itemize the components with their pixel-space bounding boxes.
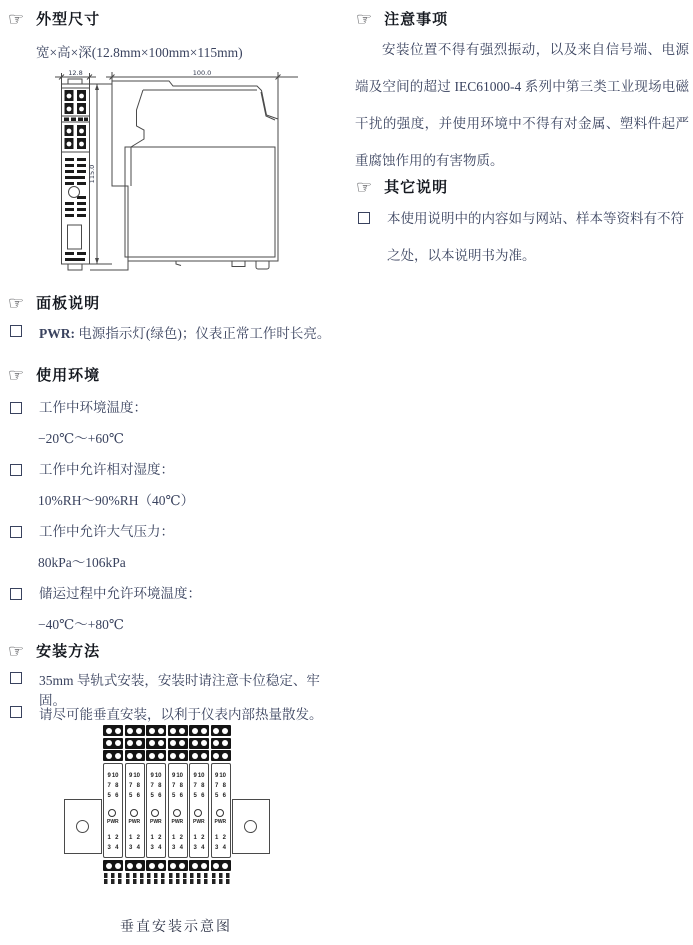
pointing-hand-icon: ☞ bbox=[356, 176, 374, 197]
heading-label: 安装方法 bbox=[36, 643, 101, 660]
isolator-module bbox=[125, 725, 145, 884]
terminal-numbers: 9 10 bbox=[215, 773, 226, 779]
terminal-block bbox=[125, 738, 145, 749]
terminal-numbers: 7 8 bbox=[150, 783, 162, 789]
heading-label: 面板说明 bbox=[36, 295, 101, 312]
checkbox-bullet-icon bbox=[10, 402, 22, 414]
led-hole bbox=[69, 187, 80, 198]
isolator-module bbox=[168, 725, 188, 884]
terminal-slots bbox=[169, 873, 187, 878]
terminal-block bbox=[125, 750, 145, 761]
module-face bbox=[211, 763, 231, 858]
pwr-led-label: PWR bbox=[128, 819, 141, 825]
heading-label: 外型尺寸 bbox=[36, 11, 101, 28]
pwr-led-label: PWR bbox=[107, 819, 119, 825]
terminal-numbers: 1 2 bbox=[193, 835, 205, 841]
terminal-block bbox=[189, 738, 209, 749]
terminal-numbers: 5 6 bbox=[172, 793, 183, 799]
installation-text: 请尽可能垂直安装，以利于仪表内部热量散发。 bbox=[39, 707, 323, 722]
terminal-numbers: 1 2 bbox=[172, 835, 183, 841]
terminal-numbers: 7 8 bbox=[107, 783, 119, 789]
terminal-block bbox=[211, 860, 231, 871]
terminal-block bbox=[168, 738, 188, 749]
terminal-numbers: 1 2 bbox=[215, 835, 226, 841]
list-item bbox=[10, 392, 340, 423]
pwr-led-icon bbox=[173, 809, 181, 817]
checkbox-bullet-icon bbox=[10, 464, 22, 476]
section-heading-other bbox=[356, 176, 448, 197]
heading-label: 注意事项 bbox=[384, 11, 449, 28]
terminal-block bbox=[168, 860, 188, 871]
module-face bbox=[189, 763, 209, 858]
terminal-numbers: 7 8 bbox=[215, 783, 226, 789]
checkbox-bullet-icon bbox=[358, 212, 370, 224]
module-face bbox=[125, 763, 145, 858]
terminal-slots bbox=[147, 879, 165, 884]
pointing-hand-icon: ☞ bbox=[8, 292, 26, 313]
terminal-numbers: 5 6 bbox=[193, 793, 205, 799]
terminal-numbers: 1 2 bbox=[129, 835, 140, 841]
terminal-block bbox=[211, 750, 231, 761]
pwr-led-label: PWR bbox=[150, 819, 162, 825]
environment-list bbox=[10, 392, 340, 640]
terminal-numbers: 5 6 bbox=[107, 793, 119, 799]
heading-label: 使用环境 bbox=[36, 367, 101, 384]
section-heading-panel bbox=[8, 292, 100, 313]
pointing-hand-icon: ☞ bbox=[356, 8, 374, 29]
heading-label: 其它说明 bbox=[384, 179, 449, 196]
mounting-hole-icon bbox=[76, 820, 89, 833]
terminal-numbers: 7 8 bbox=[129, 783, 140, 789]
terminal-slots bbox=[126, 879, 144, 884]
pointing-hand-icon: ☞ bbox=[8, 8, 26, 29]
terminal-numbers: 5 6 bbox=[129, 793, 140, 799]
terminal-numbers: 3 4 bbox=[150, 845, 162, 851]
module-face bbox=[146, 763, 166, 858]
terminal-numbers: 1 2 bbox=[150, 835, 162, 841]
terminal-block bbox=[103, 860, 123, 871]
isolator-module bbox=[103, 725, 123, 884]
terminal-block bbox=[189, 750, 209, 761]
terminal-numbers: 3 4 bbox=[129, 845, 140, 851]
terminal-slots bbox=[212, 873, 230, 878]
env-label: 工作中允许相对湿度： bbox=[39, 462, 174, 477]
din-rail-mounting-diagram bbox=[60, 723, 292, 915]
din-rail-right-ear bbox=[232, 799, 270, 854]
terminal-block bbox=[146, 738, 166, 749]
other-note-text: 本使用说明中的内容如与网站、样本等资料有不符之处，以本说明书为准。 bbox=[387, 211, 684, 263]
terminal-block bbox=[125, 725, 145, 736]
section-heading-installation bbox=[8, 640, 100, 661]
terminal-block bbox=[125, 860, 145, 871]
terminal-block bbox=[103, 750, 123, 761]
checkbox-bullet-icon bbox=[10, 672, 22, 684]
section-heading-notes bbox=[356, 8, 448, 29]
depth-dimension-label: 100.0 bbox=[192, 70, 212, 77]
terminal-numbers: 9 10 bbox=[107, 773, 119, 779]
modules-row bbox=[103, 725, 232, 884]
pwr-led-label: PWR bbox=[193, 819, 205, 825]
section-heading-environment bbox=[8, 364, 100, 385]
terminal-numbers: 7 8 bbox=[193, 783, 205, 789]
terminal-block bbox=[189, 860, 209, 871]
env-value: 10%RH～90%RH（40℃） bbox=[38, 493, 195, 508]
vent-slots bbox=[65, 158, 86, 261]
env-label: 工作中允许大气压力： bbox=[39, 524, 174, 539]
diagram-caption: 垂直安装示意图 bbox=[120, 920, 232, 935]
notes-paragraph: 安装位置不得有强烈振动，以及来自信号端、电源端及空间的超过 IEC61000-4 系列中第三类工业现场电磁干扰的强度，并使用环境中不得有对金属、塑料件起严重腐蚀作用的有害物质。 bbox=[355, 42, 689, 168]
terminal-slots bbox=[126, 873, 144, 878]
terminal-block bbox=[103, 725, 123, 736]
terminal-block bbox=[146, 860, 166, 871]
outline-dimension-drawing bbox=[30, 70, 320, 288]
list-item bbox=[10, 454, 340, 485]
terminal-block bbox=[103, 738, 123, 749]
terminal-numbers: 3 4 bbox=[193, 845, 205, 851]
terminal-numbers: 1 2 bbox=[107, 835, 119, 841]
dimensions-subtitle: 宽×高×深(12.8mm×100mm×115mm) bbox=[36, 45, 243, 60]
checkbox-bullet-icon bbox=[10, 706, 22, 718]
terminal-slots bbox=[212, 879, 230, 884]
terminal-numbers: 5 6 bbox=[215, 793, 226, 799]
pwr-led-icon bbox=[130, 809, 138, 817]
env-value: 80kPa～106kPa bbox=[38, 555, 126, 570]
pwr-led-label: PWR bbox=[171, 819, 184, 825]
terminal-block bbox=[168, 750, 188, 761]
mounting-hole-icon bbox=[244, 820, 257, 833]
module-face bbox=[103, 763, 123, 858]
checkbox-bullet-icon bbox=[10, 325, 22, 337]
din-rail-left-ear bbox=[64, 799, 102, 854]
terminal-slots bbox=[104, 873, 122, 878]
terminal-slots bbox=[104, 879, 122, 884]
module-face bbox=[168, 763, 188, 858]
isolator-module bbox=[146, 725, 166, 884]
env-value: −20℃～+60℃ bbox=[38, 431, 124, 446]
env-label: 储运过程中允许环境温度： bbox=[39, 586, 201, 601]
pwr-description: 电源指示灯(绿色)；仪表正常工作时长亮。 bbox=[78, 326, 331, 341]
terminal-numbers: 3 4 bbox=[172, 845, 183, 851]
terminal-numbers: 5 6 bbox=[150, 793, 162, 799]
terminal-numbers: 7 8 bbox=[172, 783, 183, 789]
isolator-module bbox=[211, 725, 231, 884]
env-label: 工作中环境温度： bbox=[39, 400, 147, 415]
terminal-slots bbox=[190, 879, 208, 884]
terminal-block bbox=[168, 725, 188, 736]
terminal-block bbox=[189, 725, 209, 736]
terminal-numbers: 9 10 bbox=[172, 773, 183, 779]
terminal-numbers: 3 4 bbox=[107, 845, 119, 851]
height-dimension-label: 115.0 bbox=[88, 164, 96, 184]
pwr-led-icon bbox=[108, 809, 116, 817]
env-value: −40℃～+80℃ bbox=[38, 617, 124, 632]
pwr-led-icon bbox=[194, 809, 202, 817]
width-dimension-label: 12.8 bbox=[68, 70, 83, 77]
terminal-block bbox=[146, 750, 166, 761]
terminal-block bbox=[211, 738, 231, 749]
installation-item bbox=[10, 703, 345, 723]
pwr-label: PWR: bbox=[39, 326, 75, 341]
pwr-led-label: PWR bbox=[214, 819, 227, 825]
terminal-block bbox=[146, 725, 166, 736]
list-item bbox=[10, 516, 340, 547]
side-view bbox=[90, 72, 298, 270]
list-item bbox=[10, 578, 340, 609]
other-note-item bbox=[358, 200, 692, 274]
panel-pwr-item bbox=[10, 322, 340, 342]
terminal-numbers: 9 10 bbox=[150, 773, 162, 779]
terminal-numbers: 9 10 bbox=[193, 773, 205, 779]
isolator-module bbox=[189, 725, 209, 884]
installation-text: 35mm 导轨式安装，安装时请注意卡位稳定、牢固。 bbox=[39, 673, 320, 708]
pointing-hand-icon: ☞ bbox=[8, 640, 26, 661]
terminal-slots bbox=[190, 873, 208, 878]
pwr-led-icon bbox=[151, 809, 159, 817]
panel-pwr-text bbox=[39, 322, 330, 342]
terminal-block bbox=[211, 725, 231, 736]
pwr-led-icon bbox=[216, 809, 224, 817]
section-heading-dimensions bbox=[8, 8, 100, 29]
terminal-numbers: 9 10 bbox=[129, 773, 140, 779]
terminal-slots bbox=[169, 879, 187, 884]
terminal-numbers: 3 4 bbox=[215, 845, 226, 851]
checkbox-bullet-icon bbox=[10, 588, 22, 600]
terminal-slots bbox=[147, 873, 165, 878]
pointing-hand-icon: ☞ bbox=[8, 364, 26, 385]
checkbox-bullet-icon bbox=[10, 526, 22, 538]
